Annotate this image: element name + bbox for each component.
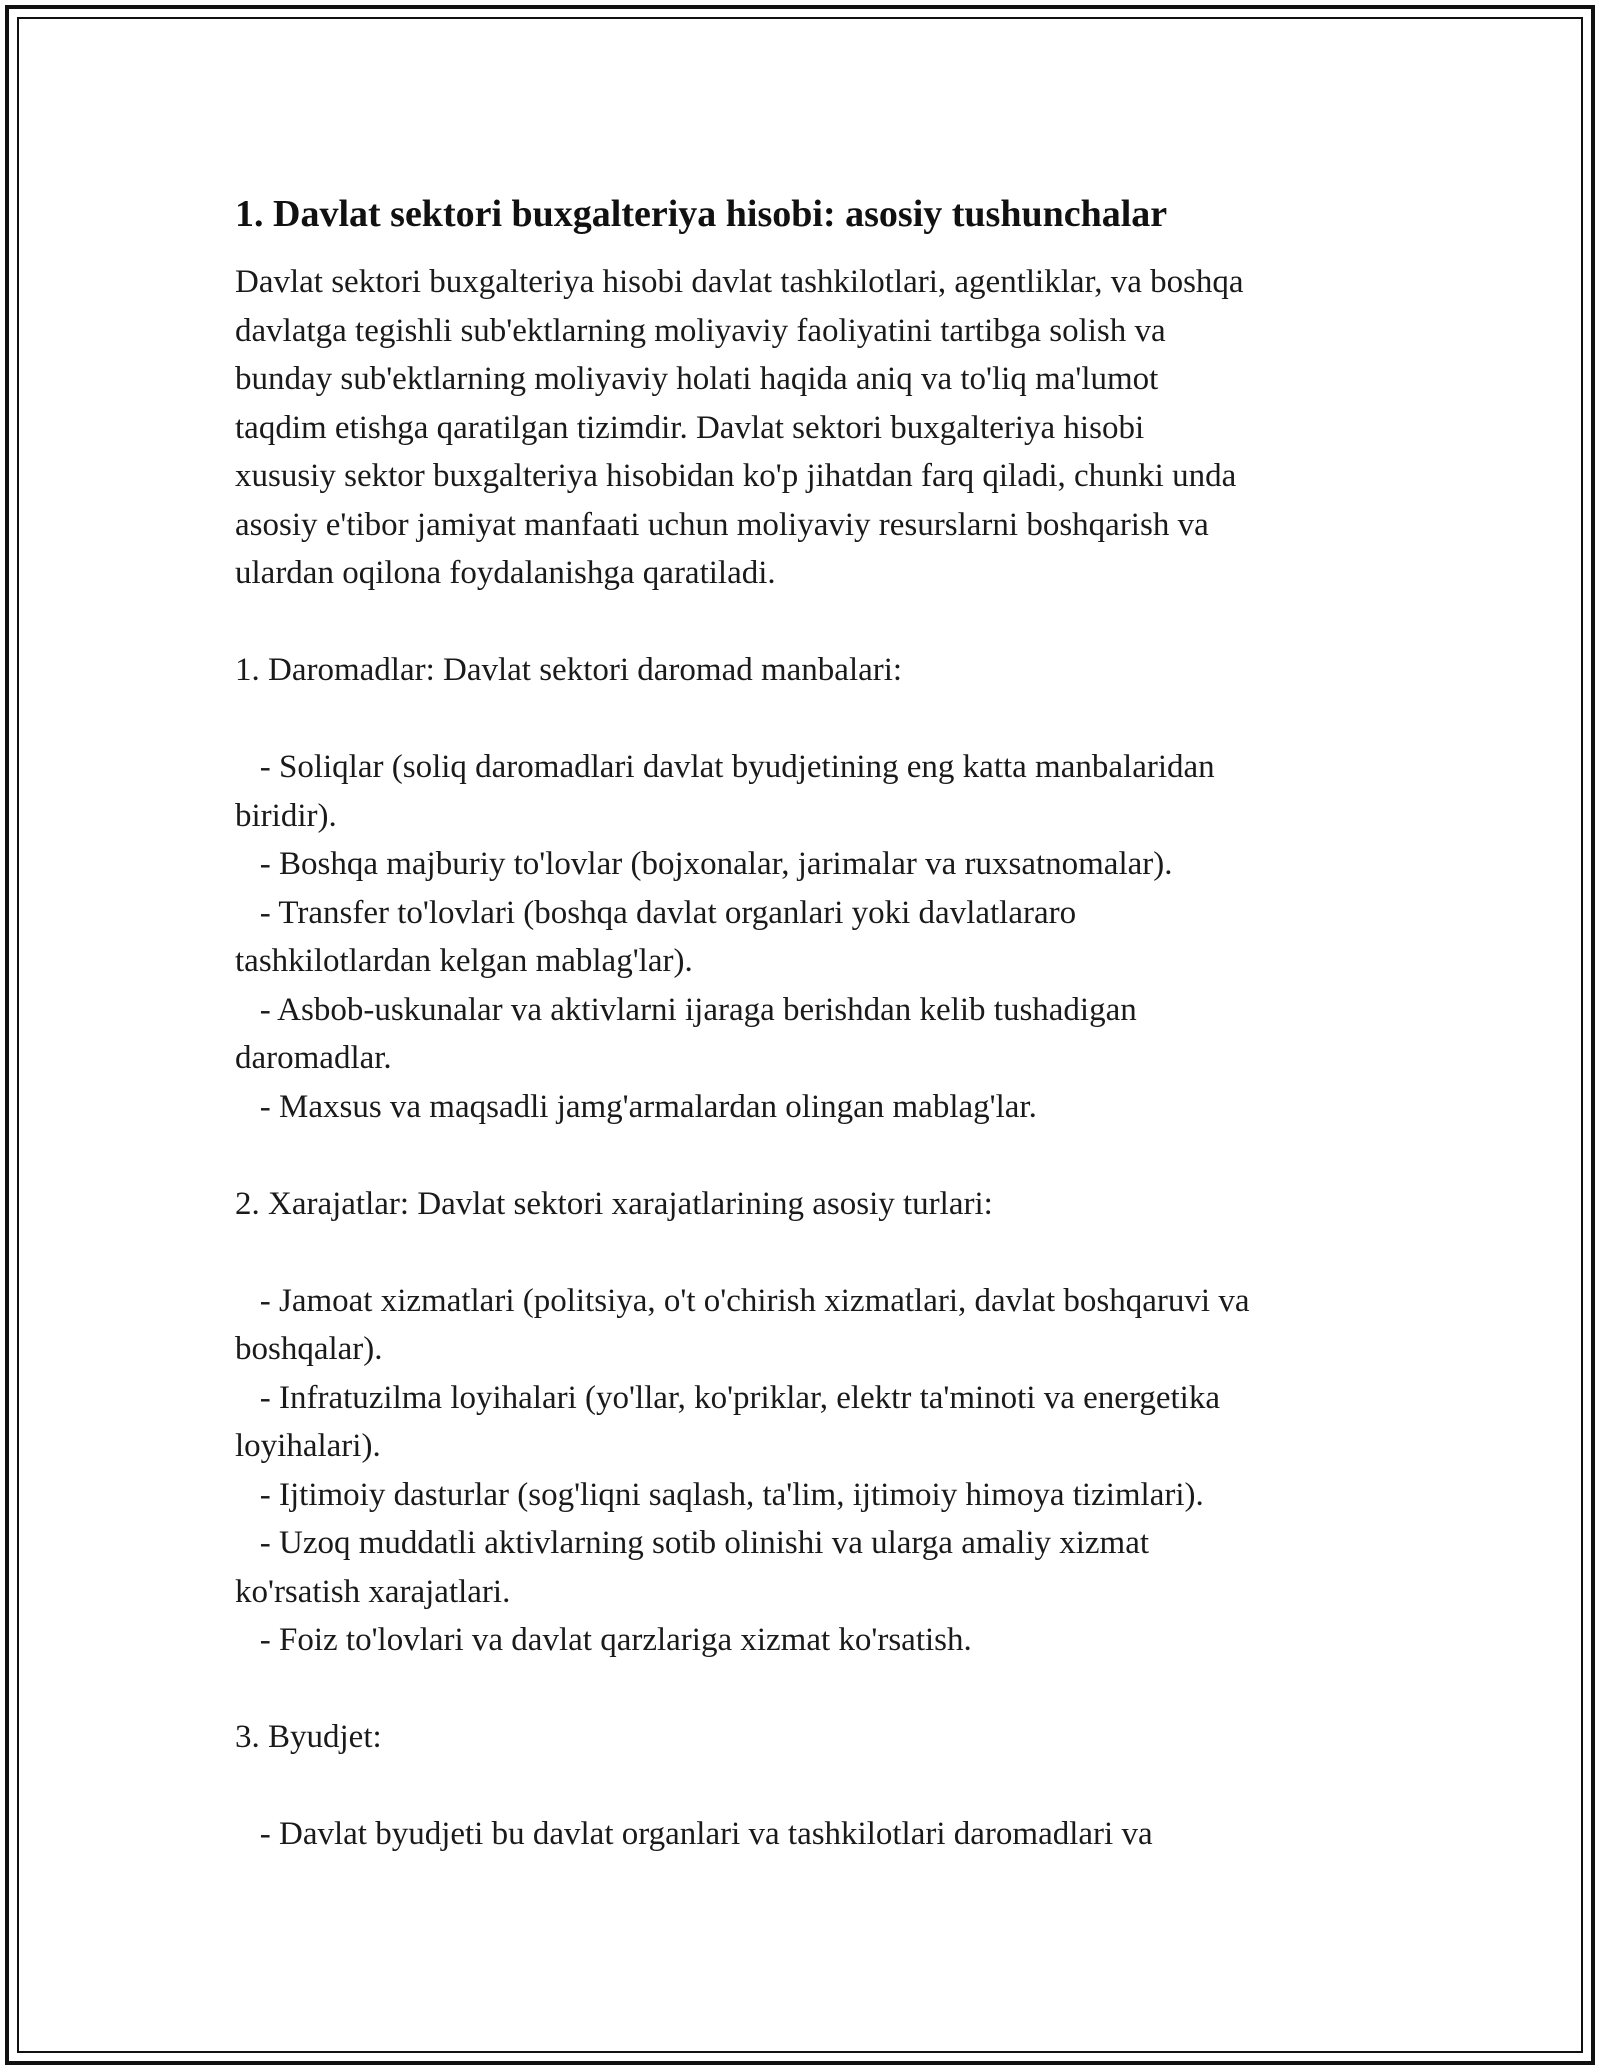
spacer [235,695,1375,744]
section-daromadlar [235,646,1375,1131]
document-heading: 1. Davlat sektori buxgalteriya hisobi: asosiy tushunchalar [235,193,1168,235]
section-title: 2. Xarajatlar: Davlat sektori xarajatlarining asosiy turlari: [235,1185,993,1222]
document-body [235,190,1375,1859]
section-line: daromadlar. [235,1040,392,1076]
spacer [235,598,1375,647]
section-line: - Davlat byudjeti bu davlat organlari va tashkilotlari daromadlari va [235,1816,1153,1852]
section-line: ko'rsatish xarajatlari. [235,1573,511,1610]
intro-line: davlatga tegishli sub'ektlarning moliyaviy faoliyatini tartibga solish va [235,312,1166,349]
intro-line: asosiy e'tibor jamiyat manfaati uchun moliyaviy resurslarni boshqarish va [235,506,1209,543]
section-line: - Boshqa majburiy to'lovlar (bojxonalar, jarimalar va ruxsatnomalar). [235,846,1173,882]
section-line: - Asbob-uskunalar va aktivlarni ijaraga berishdan kelib tushadigan [235,991,1137,1028]
section-line: - Infratuzilma loyihalari (yo'llar, ko'priklar, elektr ta'minoti va energetika [235,1379,1220,1416]
section-line: loyihalari). [235,1428,381,1464]
section-line: - Transfer to'lovlari (boshqa davlat organlari yoki davlatlararo [235,894,1077,931]
section-line: - Foiz to'lovlari va davlat qarzlariga xizmat ko'rsatish. [235,1622,972,1658]
section-line: - Uzoq muddatli aktivlarning sotib olinishi va ularga amaliy xizmat [235,1525,1150,1561]
intro-line: bunday sub'ektlarning moliyaviy holati haqida aniq va to'liq ma'lumot [235,361,1159,397]
section-title: 3. Byudjet: [235,1719,382,1755]
section-line: biridir). [235,797,337,834]
intro-line: xususiy sektor buxgalteriya hisobidan ko'p jihatdan farq qiladi, chunki unda [235,458,1237,494]
section-byudjet [235,1713,1375,1859]
section-line: - Maxsus va maqsadli jamg'armalardan olingan mablag'lar. [235,1088,1037,1125]
section-line: - Soliqlar (soliq daromadlari davlat byudjetining eng katta manbalaridan [235,749,1215,785]
spacer [235,1665,1375,1714]
section-line: - Ijtimoiy dasturlar (sog'liqni saqlash, ta'lim, ijtimoiy himoya tizimlari). [235,1476,1204,1513]
spacer [235,1228,1375,1277]
spacer [235,1131,1375,1180]
section-xarajatlar [235,1180,1375,1665]
intro-paragraph [235,258,1375,598]
intro-line: Davlat sektori buxgalteriya hisobi davlat tashkilotlari, agentliklar, va boshqa [235,264,1244,300]
section-line: - Jamoat xizmatlari (politsiya, o't o'chirish xizmatlari, davlat boshqaruvi va [235,1282,1250,1319]
section-title: 1. Daromadlar: Davlat sektori daromad manbalari: [235,652,903,688]
section-line: tashkilotlardan kelgan mablag'lar). [235,943,693,979]
spacer [235,1762,1375,1811]
intro-line: ulardan oqilona foydalanishga qaratiladi. [235,555,776,591]
section-line: boshqalar). [235,1331,383,1367]
intro-line: taqdim etishga qaratilgan tizimdir. Davlat sektori buxgalteriya hisobi [235,409,1145,446]
